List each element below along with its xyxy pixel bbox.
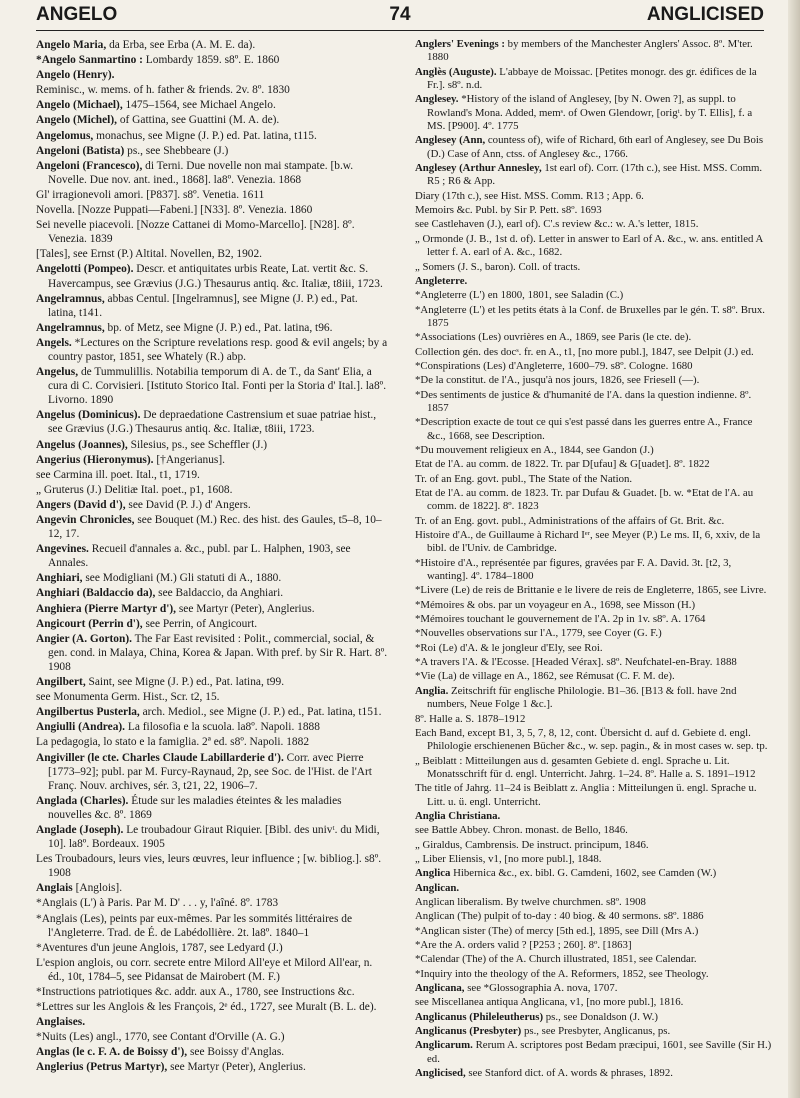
index-entry bbox=[36, 159, 388, 187]
entry-text: Descr. et antiquitates urbis Reate, Lat. vertit &c. S. Havercampus, see Grævius (J.G.) Thesaurus antiq. &c. Italiæ, t8iii, 1723. bbox=[48, 263, 383, 290]
entry-text: see Castlehaven (J.), earl of). C'.s review &c.: w. A.'s letter, 1815. bbox=[415, 218, 699, 231]
entry-text: Hibernica &c., ex. bibl. G. Camdeni, 1602, see Camden (W.) bbox=[450, 867, 717, 880]
entry-text: *Anglais (L') à Paris. Par M. D' . . . y, l'aîné. 8º. 1783 bbox=[36, 897, 279, 910]
entry-text: *Anglican sister (The) of mercy [5th ed.], 1895, see Dill (Mrs A.) bbox=[415, 924, 699, 937]
entry-text: Les Troubadours, leurs vies, leurs œuvres, leur influence ; [w. bibliog.]. s8º. 1908 bbox=[36, 853, 382, 880]
entry-text: De depraedatione Castrensium et suae patriae hist., see Grævius (J.G.) Thesaurus antiq. &c. Italiæ, t8iii, 1723. bbox=[48, 409, 377, 436]
index-entry bbox=[415, 996, 772, 1009]
index-entry bbox=[415, 713, 772, 726]
index-entry bbox=[415, 38, 772, 65]
entry-text: see Martyr (Peter), Anglerius. bbox=[176, 602, 315, 615]
entry-text: by members of the Manchester Anglers' Assoc. 8º. M'ter. 1880 bbox=[427, 38, 753, 64]
header-right-guide-word: ANGLICISED bbox=[646, 4, 764, 25]
index-entry bbox=[36, 68, 388, 82]
index-entry bbox=[415, 473, 772, 486]
entry-heading: Angicourt (Perrin d'), bbox=[36, 617, 143, 630]
entry-text: „ Liber Eliensis, v1, [no more publ.], 1848. bbox=[415, 852, 602, 865]
index-entry bbox=[415, 782, 772, 809]
index-entry bbox=[36, 675, 388, 689]
index-entry bbox=[415, 304, 772, 331]
entry-text: Étude sur les maladies éteintes & les maladies nouvelles &c. 8º. 1869 bbox=[48, 794, 342, 821]
index-entry bbox=[36, 720, 388, 734]
entry-text: Each Band, except B1, 3, 5, 7, 8, 12, cont. Übersicht d. auf d. Gebiete d. engl. Philologie erschienenen Bücher &c., w. sep. pagin., & in most cases w. sep. tp. bbox=[415, 726, 768, 753]
entry-text: see *Glossographia A. nova, 1707. bbox=[464, 982, 618, 995]
entry-heading: Angier (A. Gorton). bbox=[36, 632, 132, 645]
entry-text: Recueil d'annales a. &c., publ. par L. Halphen, 1903, see Annales. bbox=[48, 543, 351, 570]
index-entry bbox=[415, 444, 772, 457]
index-entry bbox=[36, 38, 388, 52]
entry-text: see Monumenta Germ. Hist., Scr. t2, 15. bbox=[36, 691, 220, 704]
entry-text: Histoire d'A., de Guillaume à Richard Iᵉʳ, see Meyer (P.) Le ms. II, 6, xxiv, de la bibl. de l'Univ. de Cambridge. bbox=[415, 529, 761, 555]
entry-text: L'abbaye de Moissac. [Petites monogr. des gr. édifices de la Fr.]. s8º. n.d. bbox=[427, 65, 757, 92]
index-entry bbox=[36, 98, 388, 112]
entry-text: see Martyr (Peter), Anglerius. bbox=[167, 1061, 306, 1074]
index-entry bbox=[36, 586, 388, 600]
entry-heading: Anglia. bbox=[415, 684, 449, 697]
index-entry bbox=[415, 487, 772, 514]
entry-heading: Angelo (Michel), bbox=[36, 114, 117, 127]
index-entry bbox=[415, 204, 772, 217]
running-header bbox=[36, 4, 764, 31]
entry-text: monachus, see Migne (J. P.) ed. Pat. latina, t115. bbox=[93, 129, 317, 142]
entry-text: see Modigliani (M.) Gli statuti di A., 1880. bbox=[82, 572, 282, 585]
entry-heading: Anglesey. bbox=[415, 93, 459, 106]
entry-text: *History of the island of Anglesey, [by N. Owen ?], as suppl. to Rowland's Mona. Added, memˢ. of Owen Glendowr, [origᵗ. by T. Ellis], f. a MS. [P900]. 4º. 1775 bbox=[427, 93, 753, 133]
index-entry bbox=[415, 261, 772, 274]
index-entry bbox=[36, 498, 388, 512]
entry-heading: Angeloni (Francesco), bbox=[36, 159, 143, 172]
index-entry bbox=[415, 289, 772, 302]
index-entry bbox=[36, 542, 388, 570]
index-entry bbox=[36, 632, 388, 674]
index-entry bbox=[415, 374, 772, 387]
entry-heading: Anglicanus (Phileleutherus) bbox=[415, 1010, 544, 1023]
entry-text: Memoirs &c. Publ. by Sir P. Pett. s8º. 1693 bbox=[415, 204, 602, 217]
entry-text: *Livere (Le) de reis de Brittanie e le livere de reis de Engleterre, 1865, see Livre. bbox=[415, 584, 767, 597]
entry-text: see Miscellanea antiqua Anglicana, v1, [no more publ.], 1816. bbox=[415, 996, 684, 1009]
index-entry bbox=[36, 408, 388, 436]
entry-text: Corr. avec Pierre [1773–92]; publ. par M. Furcy-Raynaud, 2p, see Soc. de l'Hist. de l'Art Franç. Nouv. archives, sér. 3, t21, 22, 1906–7. bbox=[48, 751, 372, 792]
entry-heading: Angleterre. bbox=[415, 274, 468, 287]
index-entry bbox=[415, 968, 772, 981]
index-entry bbox=[415, 360, 772, 373]
entry-heading: Anghiari, bbox=[36, 572, 83, 585]
entry-heading: Anglas (le c. F. A. de Boissy d'), bbox=[36, 1046, 188, 1059]
index-entry bbox=[415, 755, 772, 782]
index-entry bbox=[415, 134, 772, 161]
entry-text: *Nuits (Les) angl., 1770, see Contant d'Orville (A. G.) bbox=[36, 1031, 285, 1044]
entry-heading: Anglesey (Ann, bbox=[415, 134, 486, 147]
entry-heading: Anglaises. bbox=[36, 1016, 86, 1029]
entry-text: „ Somers (J. S., baron). Coll. of tracts. bbox=[415, 260, 581, 273]
entry-text: see David (P. J.) d' Angers. bbox=[125, 498, 251, 511]
index-entry bbox=[415, 839, 772, 852]
entry-text: see Baldaccio, da Anghiari. bbox=[155, 587, 284, 600]
index-entry bbox=[36, 247, 388, 261]
entry-heading: Angelo (Michael), bbox=[36, 99, 123, 112]
index-entry bbox=[36, 188, 388, 202]
entry-text: *Description exacte de tout ce qui s'est passé dans les guerres entre A., France &c., 1668, see Description. bbox=[415, 416, 753, 442]
index-entry bbox=[415, 853, 772, 866]
index-entry bbox=[415, 953, 772, 966]
index-entry bbox=[415, 1039, 772, 1066]
index-entry bbox=[36, 144, 388, 158]
entry-text: Rerum A. scriptores post Bedam præcipui, 1601, see Saville (Sir H.) ed. bbox=[427, 1039, 772, 1065]
index-entry bbox=[36, 881, 388, 895]
index-entry bbox=[415, 275, 772, 288]
index-entry bbox=[36, 513, 388, 541]
entry-text: see Perrin, of Angicourt. bbox=[142, 617, 258, 630]
index-entry bbox=[36, 218, 388, 246]
index-entry bbox=[36, 823, 388, 851]
entry-heading: Angelomus, bbox=[36, 129, 94, 142]
entry-text: ps., see Presbyter, Anglicanus, ps. bbox=[521, 1025, 671, 1038]
entry-text: Anglican (The) pulpit of to-day : 40 biog. & 40 sermons. s8º. 1886 bbox=[415, 910, 704, 923]
entry-text: Etat de l'A. au comm. de 1823. Tr. par Dufau & Guadet. [b. w. *Etat de l'A. au comm. de 1822]. 8º. 1823 bbox=[415, 487, 754, 513]
index-entry bbox=[36, 956, 388, 984]
index-entry bbox=[415, 642, 772, 655]
entry-text: Gl' irragionevoli amori. [P837]. s8º. Venetia. 1611 bbox=[36, 188, 265, 201]
index-entry bbox=[36, 1030, 388, 1044]
entry-heading: Angerius (Hieronymus). bbox=[36, 453, 154, 466]
entry-heading: Angiviller (le cte. Charles Claude Labillarderie d'). bbox=[36, 751, 284, 764]
entry-text: Sei nevelle piacevoli. [Nozze Cattanei di Momo-Marcello]. [N28]. 8º. Venezia. 1839 bbox=[36, 219, 355, 246]
index-entry bbox=[415, 810, 772, 823]
entry-text: Tr. of an Eng. govt. publ., The State of the Nation. bbox=[415, 472, 633, 485]
index-entry bbox=[36, 453, 388, 467]
entry-text: *Mémoires touchant le gouvernement de l'A. 2p in 1v. s8º. A. 1764 bbox=[415, 613, 706, 626]
entry-heading: Anglesey (Arthur Annesley, bbox=[415, 162, 542, 175]
entry-text: „ Giraldus, Cambrensis. De instruct. principum, 1846. bbox=[415, 838, 649, 851]
index-entry bbox=[415, 66, 772, 93]
entry-text: *Associations (Les) ouvrières en A., 1869, see Paris (le cte. de). bbox=[415, 331, 692, 344]
index-entry bbox=[415, 190, 772, 203]
index-entry bbox=[36, 1000, 388, 1014]
entry-text: arch. Mediol., see Migne (J. P.) ed., Pat. latina, t151. bbox=[139, 706, 382, 719]
header-left-guide-word: ANGELO bbox=[36, 4, 118, 25]
entry-heading: Angelotti (Pompeo). bbox=[36, 263, 134, 276]
entry-text: bp. of Metz, see Migne (J. P.) ed., Pat. latina, t96. bbox=[104, 321, 333, 334]
entry-heading: Angevines. bbox=[36, 543, 89, 556]
entry-heading: Angevin Chronicles, bbox=[36, 514, 135, 526]
index-entry bbox=[36, 129, 388, 143]
entry-text: di Terni. Due novelle non mai stampate. [b.w. Novelle. Due nov. ant. ined., 1868]. la8º. Venezia. 1868 bbox=[48, 159, 354, 186]
entry-text: de Tummulillis. Notabilia temporum di A. de T., da Sant' Elia, a cura di C. Corvisieri. [Istituto Storico Ital. Fonti per la Storia d' Ital.]. la8º. Livorno. 1890 bbox=[48, 366, 387, 407]
entry-heading: Angers (David d'), bbox=[36, 498, 126, 511]
entry-text: „ Gruterus (J.) Delitiæ Ital. poet., p1, 1608. bbox=[36, 483, 233, 496]
index-entry bbox=[415, 882, 772, 895]
index-entry bbox=[36, 617, 388, 631]
index-entry bbox=[415, 867, 772, 880]
entry-heading: Angelramnus, bbox=[36, 292, 105, 305]
entry-text: see Stanford dict. of A. words & phrases, 1892. bbox=[465, 1067, 673, 1080]
entry-text: *Histoire d'A., représentée par figures, gravées par F. A. David. 3t. [t2, 3, wanting]. 4º. 1784–1800 bbox=[415, 556, 732, 583]
entry-text: *Conspirations (Les) d'Angleterre, 1600–79. s8º. Cologne. 1680 bbox=[415, 359, 693, 372]
entry-text: [Anglois]. bbox=[72, 882, 123, 895]
entry-heading: Anglade (Joseph). bbox=[36, 823, 124, 836]
index-entry bbox=[415, 416, 772, 443]
right-column bbox=[415, 38, 772, 1081]
entry-heading: Anglia Christiana. bbox=[415, 809, 501, 822]
index-entry bbox=[36, 53, 388, 67]
index-entry bbox=[415, 939, 772, 952]
index-entry bbox=[36, 751, 388, 793]
index-entry bbox=[36, 985, 388, 999]
index-entry bbox=[415, 1011, 772, 1024]
index-entry bbox=[36, 794, 388, 822]
index-entry bbox=[415, 233, 772, 260]
index-entry bbox=[36, 896, 388, 910]
entry-heading: Angilbertus Pusterla, bbox=[36, 706, 140, 719]
index-entry bbox=[36, 365, 388, 407]
index-entry bbox=[36, 468, 388, 482]
index-entry bbox=[415, 1067, 772, 1080]
entry-text: *Roi (Le) d'A. & le jongleur d'Ely, see Roi. bbox=[415, 641, 603, 654]
entry-text: abbas Centul. [Ingelramnus], see Migne (J. P.) ed., Pat. latina, t141. bbox=[48, 292, 358, 319]
entry-text: *Aventures d'un jeune Anglois, 1787, see Ledyard (J.) bbox=[36, 941, 283, 954]
entry-text: 1475–1564, see Michael Angelo. bbox=[122, 99, 276, 112]
index-entry bbox=[415, 627, 772, 640]
index-entry bbox=[36, 1015, 388, 1029]
index-entry bbox=[36, 912, 388, 940]
entry-text: Novella. [Nozze Puppati—Fabeni.] [N33]. 8º. Venezia. 1860 bbox=[36, 204, 313, 217]
entry-heading: Angelus, bbox=[36, 366, 79, 379]
entry-text: Anglican liberalism. By twelve churchmen. s8º. 1908 bbox=[415, 895, 646, 908]
entry-text: see Battle Abbey. Chron. monast. de Bello, 1846. bbox=[415, 824, 628, 837]
index-entry bbox=[36, 705, 388, 719]
entry-heading: Anglais bbox=[36, 882, 73, 895]
entry-text: *Angleterre (L') en 1800, 1801, see Saladin (C.) bbox=[415, 289, 624, 302]
index-entry bbox=[415, 346, 772, 359]
index-entry bbox=[36, 203, 388, 217]
entry-text: Silesius, ps., see Scheffler (J.) bbox=[127, 438, 268, 451]
entry-text: Etat de l'A. au comm. de 1822. Tr. par D[ufau] & G[uadet]. 8º. 1822 bbox=[415, 458, 710, 471]
entry-text: Tr. of an Eng. govt. publ., Administrations of the affairs of Gt. Brit. &c. bbox=[415, 514, 725, 527]
page-number: 74 bbox=[389, 4, 411, 25]
entry-heading: Anglers' Evenings : bbox=[415, 38, 505, 50]
index-entry bbox=[36, 571, 388, 585]
entry-text: *Lectures on the Scripture revelations resp. good & evil angels; by a country pastor, 1851, see Whately (R.) abp. bbox=[48, 336, 388, 363]
entry-text: La pedagogia, lo stato e la famiglia. 2ª ed. s8º. Napoli. 1882 bbox=[36, 736, 310, 749]
index-entry bbox=[36, 321, 388, 335]
index-entry bbox=[415, 982, 772, 995]
index-entry bbox=[36, 438, 388, 452]
entry-text: The title of Jahrg. 11–24 is Beiblatt z. Anglia : Mitteilungen ü. engl. Sprache u. Litt. u. ü. engl. Unterricht. bbox=[415, 782, 757, 808]
index-entry bbox=[415, 727, 772, 754]
entry-heading: Angelo (Henry). bbox=[36, 69, 115, 82]
entry-heading: Anghiera (Pierre Martyr d'), bbox=[36, 602, 177, 615]
left-column bbox=[36, 38, 388, 1076]
entry-text: „ Beiblatt : Mitteilungen aus d. gesamten Gebiete d. engl. Sprache u. Lit. Monatsschrift für d. engl. Unterricht. Jahrg. 1–24. 8º. Halle a. S. 1891–1912 bbox=[415, 754, 756, 780]
entry-text: L'espion anglois, ou corr. secrete entre Milord All'eye et Milord All'ear, n. éd., 10t, 1784–5, see Pidansat de Mairobert (M. F.) bbox=[36, 956, 373, 983]
entry-text: *Instructions patriotiques &c. addr. aux A., 1780, see Instructions &c. bbox=[36, 986, 355, 998]
index-entry bbox=[36, 690, 388, 704]
entry-text: [†Angerianus]. bbox=[153, 453, 225, 466]
index-entry bbox=[415, 910, 772, 923]
index-entry bbox=[36, 336, 388, 364]
entry-heading: Angilbert, bbox=[36, 676, 86, 689]
index-entry bbox=[415, 656, 772, 669]
entry-heading: Anglada (Charles). bbox=[36, 794, 129, 807]
index-entry bbox=[36, 852, 388, 880]
page-edge bbox=[788, 0, 800, 1098]
index-entry bbox=[36, 941, 388, 955]
entry-text: Saint, see Migne (J. P.) ed., Pat. latina, t99. bbox=[85, 676, 285, 689]
entry-text: *De la constitut. de l'A., jusqu'à nos jours, 1826, see Friesell (—). bbox=[415, 374, 700, 387]
index-entry bbox=[415, 584, 772, 597]
entry-text: 1st earl of). Corr. (17th c.), see Hist. MSS. Comm. R5 ; R6 & App. bbox=[427, 162, 763, 188]
index-entry bbox=[415, 458, 772, 471]
entry-heading: Anglican. bbox=[415, 881, 460, 894]
entry-heading: Angelus (Joannes), bbox=[36, 438, 128, 451]
entry-heading: Angels. bbox=[36, 336, 72, 349]
entry-text: ps., see Donaldson (J. W.) bbox=[543, 1010, 658, 1023]
entry-heading: *Angelo Sanmartino : bbox=[36, 54, 143, 67]
entry-text: Lombardy 1859. s8º. E. 1860 bbox=[142, 54, 280, 67]
entry-text: see Carmina ill. poet. Ital., t1, 1719. bbox=[36, 468, 200, 481]
entry-heading: Angiulli (Andrea). bbox=[36, 721, 126, 734]
entry-text: „ Ormonde (J. B., 1st d. of). Letter in answer to Earl of A. &c., w. ans. entitled A letter f. A. earl of A. &c., 1682. bbox=[415, 232, 763, 259]
index-entry bbox=[415, 1025, 772, 1038]
entry-heading: Anghiari (Baldaccio da), bbox=[36, 587, 156, 600]
entry-heading: Angelramnus, bbox=[36, 321, 105, 334]
index-entry bbox=[415, 93, 772, 133]
entry-heading: Anglica bbox=[415, 867, 451, 880]
entry-text: *Anglais (Les), peints par eux-mêmes. Par les sommités littéraires de l'Angleterre. Trad. de É. de Labédollière. 2t. la8º. 1840–1 bbox=[36, 912, 353, 939]
entry-text: see Boissy d'Anglas. bbox=[187, 1046, 285, 1059]
entry-heading: Angeloni (Batista) bbox=[36, 144, 125, 157]
entry-heading: Angelus (Dominicus). bbox=[36, 409, 141, 422]
index-entry bbox=[36, 1060, 388, 1074]
entry-heading: Anglicised, bbox=[415, 1067, 466, 1080]
entry-text: Collection gén. des docˢ. fr. en A., t1, [no more publ.], 1847, see Delpit (J.) ed. bbox=[415, 345, 754, 358]
index-entry bbox=[415, 515, 772, 528]
entry-text: Zeitschrift für englische Philologie. B1–36. [B13 & foll. have 2nd numbers, Neue Folge 1 &c.]. bbox=[427, 684, 737, 711]
index-entry bbox=[415, 824, 772, 837]
index-entry bbox=[36, 83, 388, 97]
index-entry bbox=[415, 331, 772, 344]
index-entry bbox=[415, 925, 772, 938]
entry-text: Diary (17th c.), see Hist. MSS. Comm. R13 ; App. 6. bbox=[415, 189, 644, 202]
index-entry bbox=[415, 389, 772, 416]
entry-text: *Angleterre (L') et les petits états à la Conf. de Bruxelles par le gén. T. s8º. Brux. 1875 bbox=[415, 303, 765, 329]
index-entry bbox=[415, 599, 772, 612]
entry-text: Le troubadour Giraut Riquier. [Bibl. des univᵗ. du Midi, 10]. la8º. Bordeaux. 1905 bbox=[48, 823, 380, 851]
entry-text: *Are the A. orders valid ? [P253 ; 260]. 8º. [1863] bbox=[415, 939, 632, 951]
entry-text: *A travers l'A. & l'Ecosse. [Headed Vérax]. s8º. Neufchatel-en-Bray. 1888 bbox=[415, 656, 737, 669]
entry-text: *Calendar (The) of the A. Church illustrated, 1851, see Calendar. bbox=[415, 953, 697, 966]
index-entry bbox=[415, 613, 772, 626]
index-entry bbox=[36, 735, 388, 749]
index-entry bbox=[36, 113, 388, 127]
entry-text: *Vie (La) de village en A., 1862, see Rémusat (C. F. M. de). bbox=[415, 670, 675, 683]
entry-heading: Angelo Maria, bbox=[36, 39, 107, 51]
entry-text: Reminisc., w. mems. of h. father & friends. 2v. 8º. 1830 bbox=[36, 84, 290, 97]
index-entry bbox=[36, 1045, 388, 1059]
entry-heading: Anglès (Auguste). bbox=[415, 65, 497, 78]
index-entry bbox=[36, 483, 388, 497]
entry-text: *Lettres sur les Anglois & les François, 2ᵉ éd., 1727, see Muralt (B. L. de). bbox=[36, 1001, 377, 1014]
entry-text: *Mémoires & obs. par un voyageur en A., 1698, see Misson (H.) bbox=[415, 598, 696, 611]
entry-heading: Anglicana, bbox=[415, 982, 465, 995]
index-entry bbox=[415, 896, 772, 909]
entry-text: of Gattina, see Guattini (M. A. de). bbox=[116, 114, 280, 127]
index-entry bbox=[415, 685, 772, 712]
index-entry bbox=[36, 292, 388, 320]
entry-heading: Anglerius (Petrus Martyr), bbox=[36, 1061, 168, 1074]
entry-text: *Des sentiments de justice & d'humanité de l'A. dans la question indienne. 8º. 1857 bbox=[415, 388, 752, 414]
index-entry bbox=[415, 670, 772, 683]
entry-text: see Bouquet (M.) Rec. des hist. des Gaules, t5–8, 10–12, 17. bbox=[48, 514, 382, 541]
entry-text: *Inquiry into the theology of the A. Reformers, 1852, see Theology. bbox=[415, 967, 709, 980]
index-entry bbox=[415, 162, 772, 189]
entry-text: [Tales], see Ernst (P.) Altital. Novellen, B2, 1902. bbox=[36, 248, 263, 261]
entry-text: ps., see Shebbeare (J.) bbox=[124, 144, 229, 157]
entry-text: *Nouvelles observations sur l'A., 1779, see Coyer (G. F.) bbox=[415, 627, 662, 640]
entry-text: countess of), wife of Richard, 6th earl of Anglesey, see Du Bois (D.) Case of Ann, ctss. of Anglesey &c., 1766. bbox=[427, 134, 764, 160]
entry-heading: Anglicarum. bbox=[415, 1039, 473, 1052]
entry-text: La filosofia e la scuola. la8º. Napoli. 1888 bbox=[125, 721, 320, 734]
entry-text: *Du mouvement religieux en A., 1844, see Gandon (J.) bbox=[415, 443, 654, 456]
entry-text: da Erba, see Erba (A. M. E. da). bbox=[106, 39, 256, 51]
index-entry bbox=[36, 262, 388, 290]
index-entry bbox=[415, 218, 772, 231]
entry-text: The Far East revisited : Polit., commercial, social, & gen. cond. in Malaya, China, Korea & Japan. With pref. by Sir R. Hart. 8º. 1908 bbox=[48, 632, 388, 673]
index-entry bbox=[36, 602, 388, 616]
index-entry bbox=[415, 557, 772, 584]
entry-heading: Anglicanus (Presbyter) bbox=[415, 1025, 522, 1038]
entry-text: 8º. Halle a. S. 1878–1912 bbox=[415, 712, 526, 725]
index-entry bbox=[415, 529, 772, 556]
